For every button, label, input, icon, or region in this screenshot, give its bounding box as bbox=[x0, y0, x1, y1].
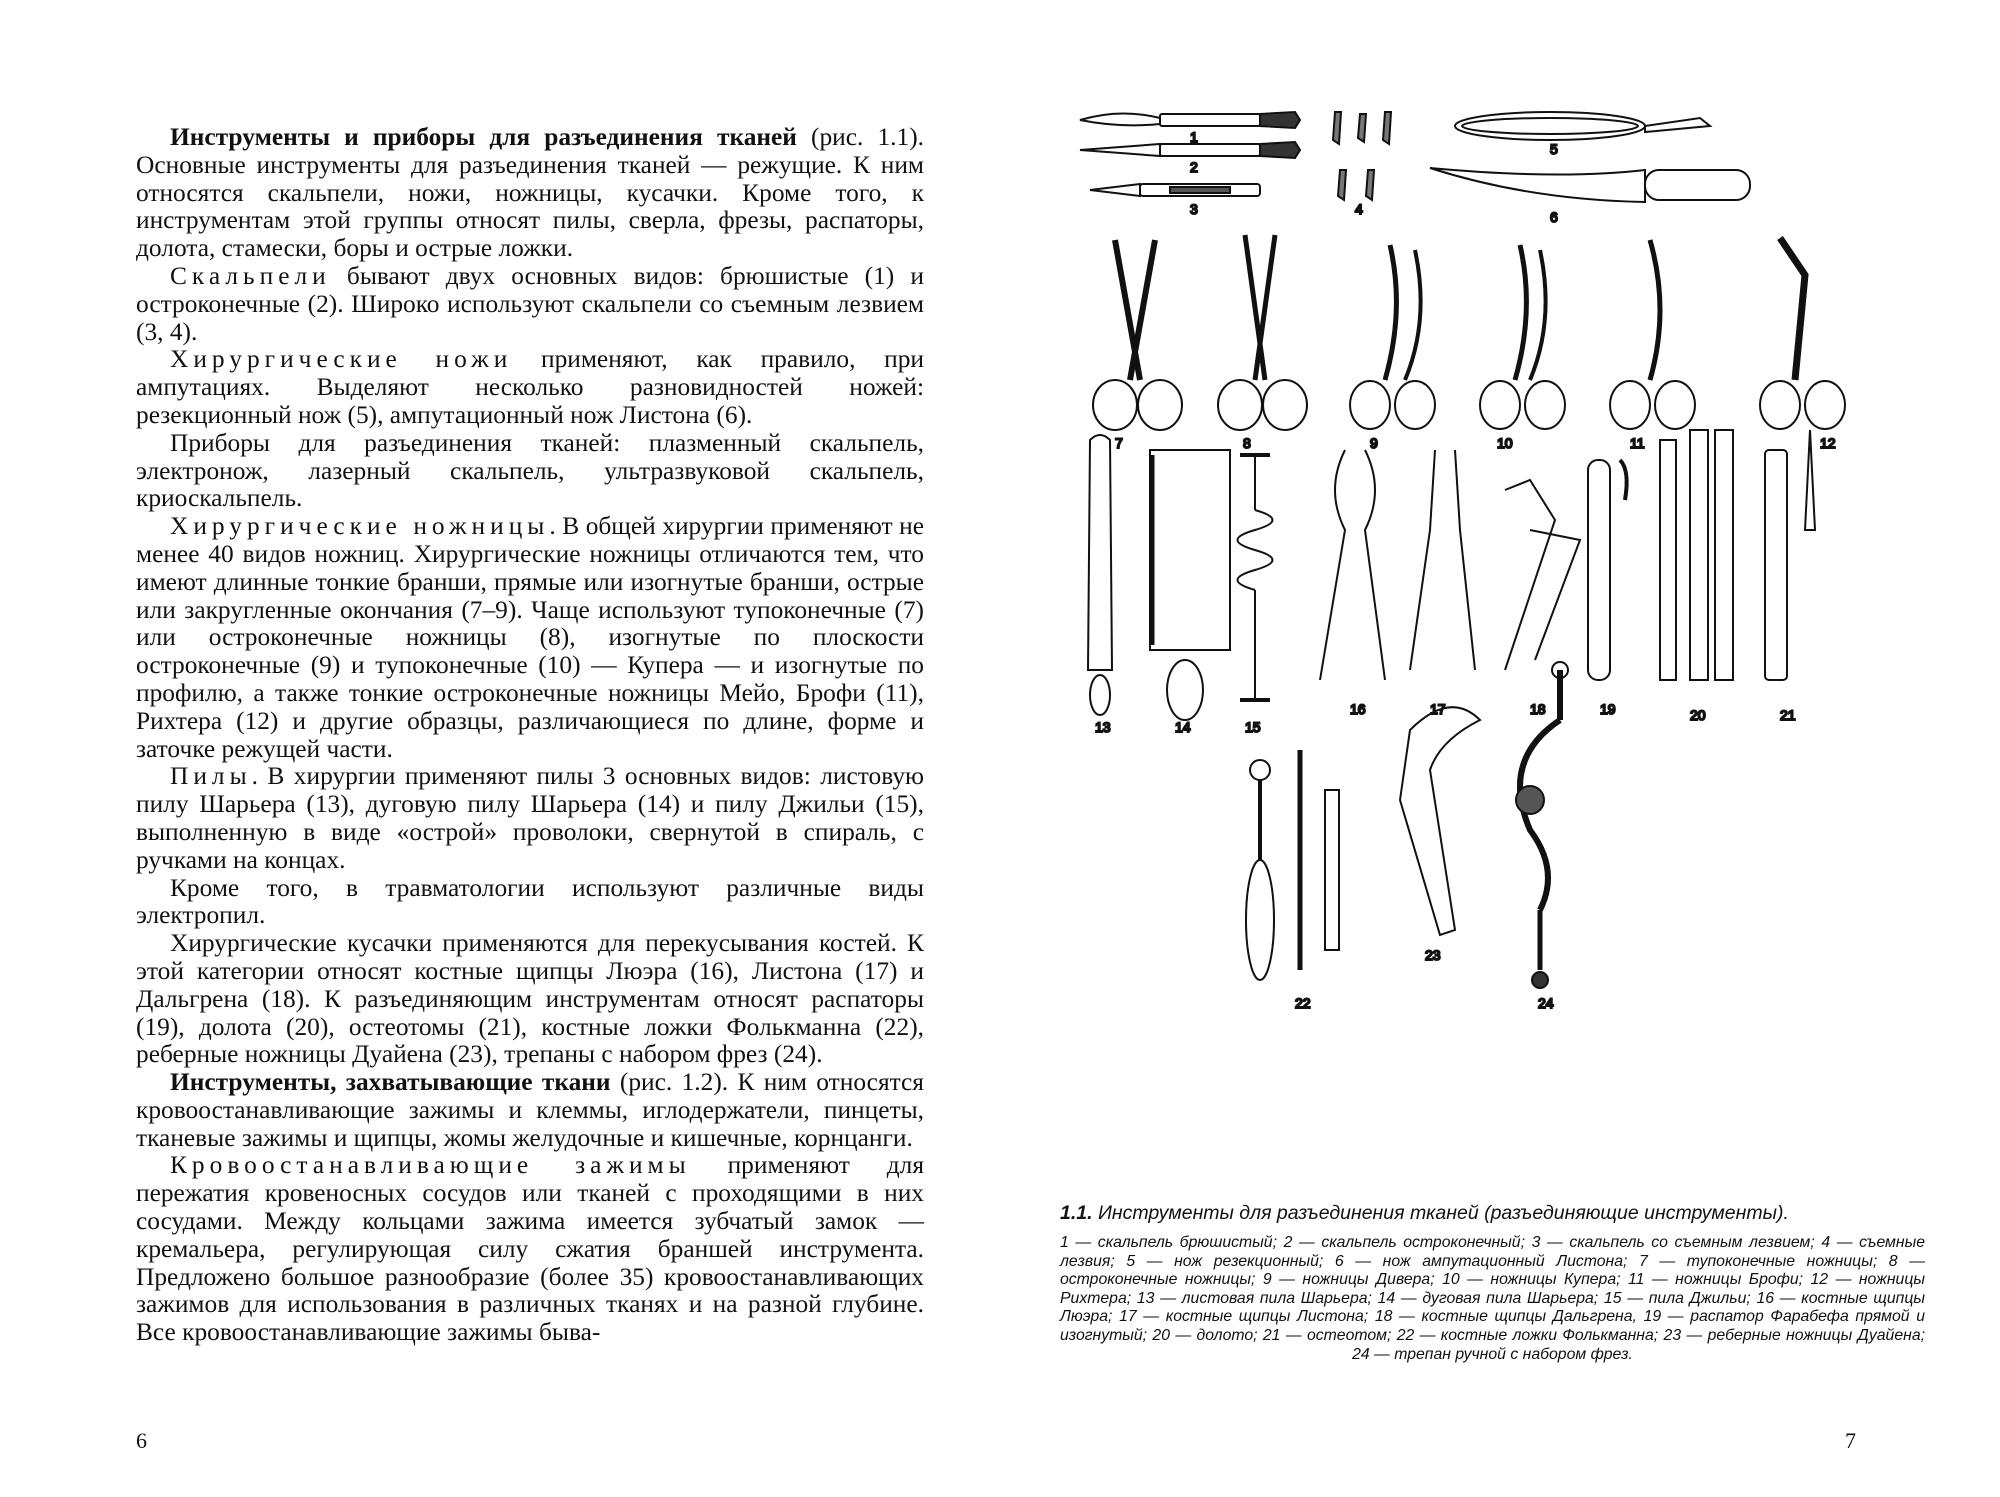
figure-label: 9 bbox=[1370, 435, 1378, 451]
figure-label: 8 bbox=[1243, 435, 1251, 451]
paragraph bbox=[136, 346, 924, 429]
paragraph bbox=[136, 763, 924, 874]
figure-label: 14 bbox=[1175, 719, 1191, 735]
text-run: бывают двух основных видов: брюшистые (1) и остроконечные (2). Широко используют скальпели со съемным лезвием (3, 4). bbox=[136, 261, 924, 346]
paragraph bbox=[136, 1152, 924, 1347]
figure-label: 22 bbox=[1295, 995, 1311, 1011]
figure-label: 19 bbox=[1600, 701, 1616, 717]
caption-title-text: Инструменты для разъединения тканей (разъединяющие инструменты). bbox=[1097, 1202, 1789, 1224]
right-page bbox=[1000, 0, 2000, 1497]
figure-label: 2 bbox=[1190, 159, 1198, 175]
paragraph bbox=[136, 875, 924, 931]
figure-label: 23 bbox=[1425, 947, 1441, 963]
paragraph bbox=[136, 513, 924, 763]
text-run: Хирургические кусачки применяются для перекусывания костей. К этой категории относят костные щипцы Люэра (16), Листона (17) и Дальгрена (18). К разъединяющим инструментам относят распаторы (19), долота (20), остеотомы (21), костные ложки Фолькманна (22), реберные ножницы Дуайена (23), трепаны с набором фрез (24). bbox=[136, 929, 924, 1069]
scissors-pointed-drawing bbox=[1218, 235, 1307, 430]
figure-label: 24 bbox=[1538, 995, 1554, 1011]
osteotome-drawing bbox=[1765, 430, 1815, 680]
text-run: (рис. 1.2). К ним относятся кровоостанавливающие зажимы и клеммы, иглодержатели, пинцеты, тканевые зажимы и щипцы, жомы желудочные и кишечные, корнцанги. bbox=[136, 1068, 924, 1152]
bone-spoons-drawing bbox=[1246, 750, 1339, 980]
raspatory-drawing bbox=[1588, 460, 1627, 680]
spaced-term: Скальпели bbox=[170, 261, 331, 290]
text-run: (рис. 1.1). Основные инструменты для разъединения тканей — режущие. К ним относятся скальпели, ножи, ножницы, кусачки. Кроме того, к инструментам этой группы относят пилы, сверла, фрезы, распаторы, долота, стамески, боры и острые ложки. bbox=[136, 123, 924, 263]
figure-label: 11 bbox=[1630, 435, 1645, 451]
figure-label: 6 bbox=[1550, 209, 1558, 225]
removable-blades-drawing bbox=[1333, 112, 1391, 200]
forceps-liston-drawing bbox=[1410, 450, 1475, 670]
saw-leaf-drawing bbox=[1088, 435, 1112, 715]
text-run: применяют для пережатия кровеносных сосудов или тканей с проходящими в них сосудами. Между кольцами зажима имеется зубчатый замок — кремальера, регулирующая силу сжатия браншей инструмента. Предложено большое разнообразие (более 35) кровоостанавливающих зажимов для использования в различных тканях и на разной глубине. Все кровоостанавливающие зажимы быва- bbox=[136, 1151, 924, 1347]
spaced-term: Кровоостанавливающие зажимы bbox=[170, 1151, 691, 1180]
spaced-term: Хирургические ножницы bbox=[170, 512, 550, 541]
resection-knife-drawing bbox=[1455, 112, 1710, 140]
scissors-richter-drawing bbox=[1760, 238, 1845, 429]
figure-label: 15 bbox=[1245, 719, 1261, 735]
spaced-term: Хирургические ножи bbox=[170, 345, 513, 374]
saw-arc-drawing bbox=[1150, 450, 1230, 720]
spaced-term: Пилы bbox=[170, 762, 252, 791]
forceps-luer-drawing bbox=[1320, 450, 1385, 680]
scalpel-bellied-drawing bbox=[1080, 112, 1300, 128]
chisel-drawing bbox=[1660, 430, 1733, 680]
figure-label: 20 bbox=[1690, 707, 1706, 723]
figure-label: 16 bbox=[1350, 701, 1366, 717]
scissors-curved-deaver-drawing bbox=[1350, 245, 1435, 429]
page-number-right: 7 bbox=[1845, 1428, 1856, 1453]
text-run: . В хирургии применяют пилы 3 основных видов: листовую пилу Шарьера (13), дуговую пилу Шарьера (14) и пилу Джильи (15), выполненную в виде «острой» проволоки, свернутой в спираль, с ручками на концах. bbox=[136, 762, 924, 874]
figure-label: 21 bbox=[1780, 707, 1796, 723]
forceps-dahlgren-drawing bbox=[1505, 480, 1580, 670]
page-number-left: 6 bbox=[136, 1428, 147, 1453]
bold-term: Инструменты и приборы для разъединения тканей bbox=[170, 123, 797, 151]
scissors-cooper-drawing bbox=[1480, 245, 1565, 429]
paragraph bbox=[136, 930, 924, 1069]
body-text bbox=[136, 124, 924, 1347]
text-run: Приборы для разъединения тканей: плазменный скальпель, электронож, лазерный скальпель, ультразвуковой скальпель, криоскальпель. bbox=[136, 428, 924, 513]
saw-gigli-drawing bbox=[1238, 455, 1273, 700]
figure-label: 3 bbox=[1190, 201, 1198, 217]
caption-legend: 1 — скальпель брюшистый; 2 — скальпель остроконечный; 3 — скальпель со съемным лезвием; 4 — съемные лезвия; 5 — нож резекционный; 6 — нож ампутационный Листона; 7 — тупоконечные ножницы; 8 — остроконечные ножницы; 9 — ножницы Дивера; 10 — ножницы Купера; 11 — ножницы Брофи; 12 — ножницы Рихтера; 13 — листовая пила Шарьера; 14 — дуговая пила Шарьера; 15 — пила Джильи; 16 — костные щипцы Люэра; 17 — костные щипцы Листона; 18 — костные щипцы Дальгрена, 19 — распатор Фарабефа прямой и изогнутый; 20 — долото; 21 — остеотом; 22 — костные ложки Фолькманна; 23 — реберные ножницы Дуайена; 24 — трепан ручной с набором фрез. bbox=[1060, 1234, 1925, 1363]
scissors-blunt-drawing bbox=[1093, 240, 1182, 430]
text-run: применяют, как правило, при ампутациях. Выделяют несколько разновидностей ножей: резекционный нож (5), ампутационный нож Листона (6). bbox=[136, 345, 924, 429]
rib-shears-doyen-drawing bbox=[1400, 707, 1480, 935]
caption-number: 1.1. bbox=[1060, 1202, 1093, 1224]
bold-term: Инструменты, захватывающие ткани bbox=[170, 1068, 611, 1097]
instruments-figure bbox=[1060, 110, 1920, 1170]
figure-label: 7 bbox=[1115, 435, 1123, 451]
text-run: Кроме того, в травматологии используют различные виды электропил. bbox=[136, 873, 924, 930]
figure-label: 17 bbox=[1430, 701, 1446, 717]
paragraph bbox=[136, 263, 924, 346]
scissors-brophy-drawing bbox=[1610, 240, 1695, 429]
figure-label: 5 bbox=[1550, 141, 1558, 157]
figure-label: 10 bbox=[1497, 435, 1513, 451]
amputation-knife-drawing bbox=[1430, 168, 1750, 202]
scalpel-removable-drawing bbox=[1090, 184, 1260, 196]
paragraph bbox=[136, 430, 924, 513]
paragraph bbox=[136, 1069, 924, 1152]
figure-label: 13 bbox=[1095, 719, 1111, 735]
text-run: . В общей хирургии применяют не менее 40 видов ножниц. Хирургические ножницы отличаются тем, что имеют длинные тонкие бранши, прямые или изогнутые бранши, острые или закругленные окончания (7–9). Чаще используют тупоконечные (7) или остроконечные ножницы (8), изогнутые по плоскости остроконечные (9) и тупоконечные (10) — Купера — и изогнутые по профилю, а также тонкие остроконечные ножницы Мейо, Брофи (11), Рихтера (12) и другие образцы, различающиеся по длине, форме и заточке режущей части. bbox=[136, 512, 924, 763]
figure-label: 12 bbox=[1820, 435, 1836, 451]
figure-label: 4 bbox=[1355, 201, 1363, 217]
caption-title bbox=[1060, 1200, 1925, 1226]
figure-label: 1 bbox=[1190, 129, 1198, 145]
figure-label: 18 bbox=[1530, 701, 1546, 717]
paragraph bbox=[136, 124, 924, 263]
figure-caption bbox=[1060, 1200, 1925, 1364]
